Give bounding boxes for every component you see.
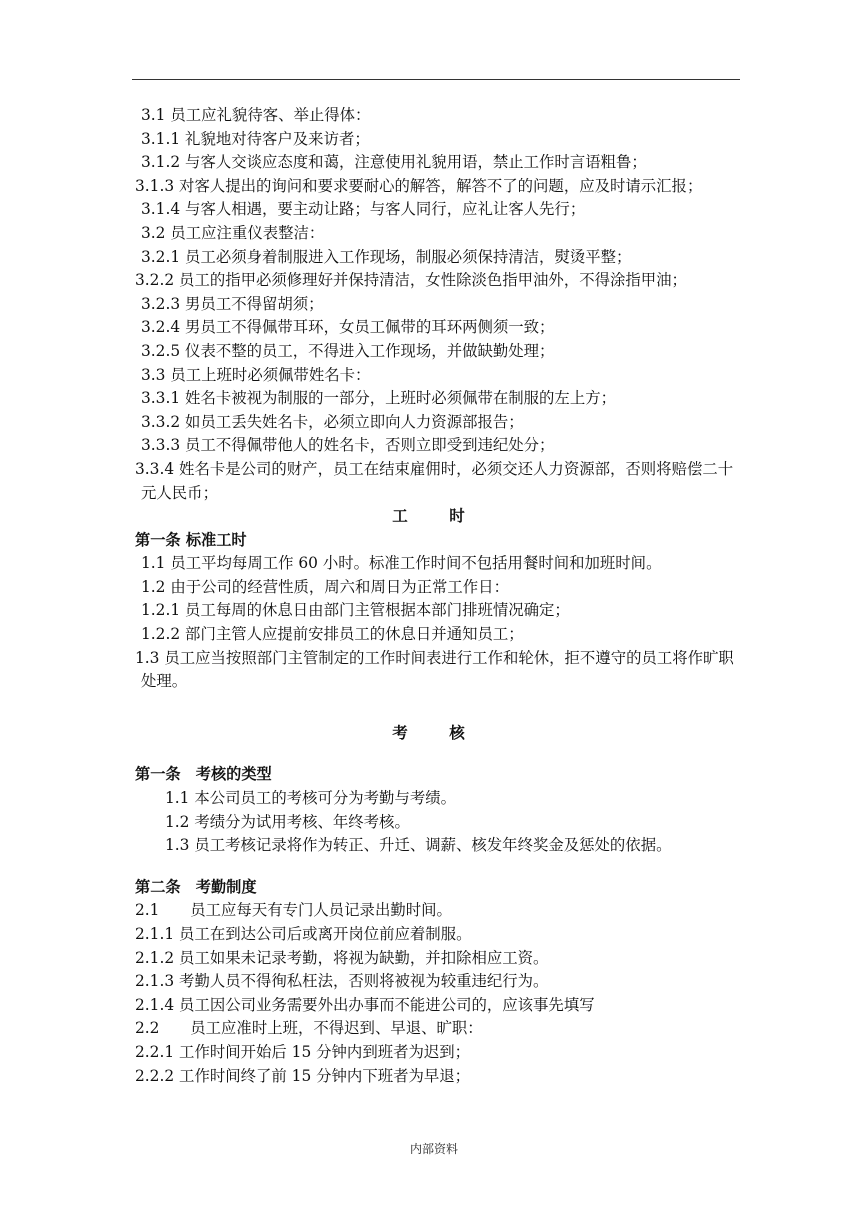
section-heading-worktime: 工 时 <box>392 507 483 526</box>
article-heading: 第二条 考勤制度 <box>135 877 257 896</box>
clause-line: 2.1.2 员工如果未记录考勤，将视为缺勤，并扣除相应工资。 <box>135 948 549 967</box>
clause-line: 1.2 由于公司的经营性质，周六和周日为正常工作日： <box>141 577 509 596</box>
clause-line: 3.2.3 男员工不得留胡须； <box>141 294 324 313</box>
clause-line: 1.3 员工应当按照部门主管制定的工作时间表进行工作和轮休，拒不遵守的员工将作旷职处理。 <box>135 648 734 691</box>
clause-line: 1.3 员工考核记录将作为转正、升迁、调薪、核发年终奖金及惩处的依据。 <box>165 836 672 855</box>
clause-line: 3.2.4 男员工不得佩带耳环，女员工佩带的耳环两侧须一致； <box>141 318 555 337</box>
clause-line: 2.1.3 考勤人员不得徇私枉法，否则将被视为较重违纪行为。 <box>135 972 549 991</box>
article-heading: 第一条 考核的类型 <box>135 765 272 784</box>
clause-line: 2.2.2 工作时间终了前 15 分钟内下班者为早退； <box>135 1066 471 1085</box>
clause-line: 3.1.4 与客人相遇，要主动让路；与客人同行，应礼让客人先行； <box>141 200 586 219</box>
clause-line: 3.1 员工应礼貌待客、举止得体： <box>141 106 371 124</box>
article-heading: 第一条 标准工时 <box>135 530 247 549</box>
clause-line: 2.1 员工应每天有专门人员记录出勤时间。 <box>135 901 452 920</box>
clause-line: 1.2 考绩分为试用考核、年终考核。 <box>165 812 410 831</box>
clause-line: 3.1.1 礼貌地对待客户及来访者； <box>141 129 370 148</box>
clause-line: 2.2 员工应准时上班，不得迟到、早退、旷职： <box>135 1019 483 1038</box>
clause-line: 3.2 员工应注重仪表整洁： <box>141 223 325 242</box>
clause-line: 3.3.1 姓名卡被视为制服的一部分，上班时必须佩带在制服的左上方； <box>141 389 616 408</box>
document-body <box>135 104 740 1088</box>
clause-line: 3.1.3 对客人提出的询问和要求要耐心的解答，解答不了的问题，应及时请示汇报； <box>135 176 703 195</box>
clause-line: 3.3 员工上班时必须佩带姓名卡： <box>141 365 371 384</box>
clause-line: 3.2.5 仪表不整的员工，不得进入工作现场，并做缺勤处理； <box>141 341 555 360</box>
clause-line: 3.3.3 员工不得佩带他人的姓名卡，否则立即受到违纪处分； <box>141 436 555 455</box>
section-heading-assessment: 考 核 <box>392 723 483 742</box>
page-footer: 内部资料 <box>409 1142 458 1156</box>
clause-line: 2.1.4 员工因公司业务需要外出办事而不能进公司的，应该事先填写 <box>135 995 595 1014</box>
header-rule <box>132 79 740 80</box>
clause-line: 3.1.2 与客人交谈应态度和蔼，注意使用礼貌用语，禁止工作时言语粗鲁； <box>141 153 647 172</box>
clause-line: 1.2.2 部门主管人应提前安排员工的休息日并通知员工； <box>141 625 524 644</box>
clause-line: 1.1 员工平均每周工作 60 小时。标准工作时间不包括用餐时间和加班时间。 <box>141 554 662 573</box>
clause-line: 2.1.1 员工在到达公司后或离开岗位前应着制服。 <box>135 925 472 943</box>
clause-line: 1.2.1 员工每周的休息日由部门主管根据本部门排班情况确定； <box>141 601 570 620</box>
clause-line: 1.1 本公司员工的考核可分为考勤与考绩。 <box>165 789 457 808</box>
clause-line: 3.3.4 姓名卡是公司的财产，员工在结束雇佣时，必须交还人力资源部，否则将赔偿二十元人民币； <box>135 459 734 502</box>
clause-line: 3.2.1 员工必须身着制服进入工作现场，制服必须保持清洁，熨烫平整； <box>141 247 632 266</box>
clause-line: 3.2.2 员工的指甲必须修理好并保持清洁，女性除淡色指甲油外，不得涂指甲油； <box>135 271 687 290</box>
clause-line: 3.3.2 如员工丢失姓名卡，必须立即向人力资源部报告； <box>141 412 524 431</box>
clause-line: 2.2.1 工作时间开始后 15 分钟内到班者为迟到； <box>135 1042 471 1061</box>
